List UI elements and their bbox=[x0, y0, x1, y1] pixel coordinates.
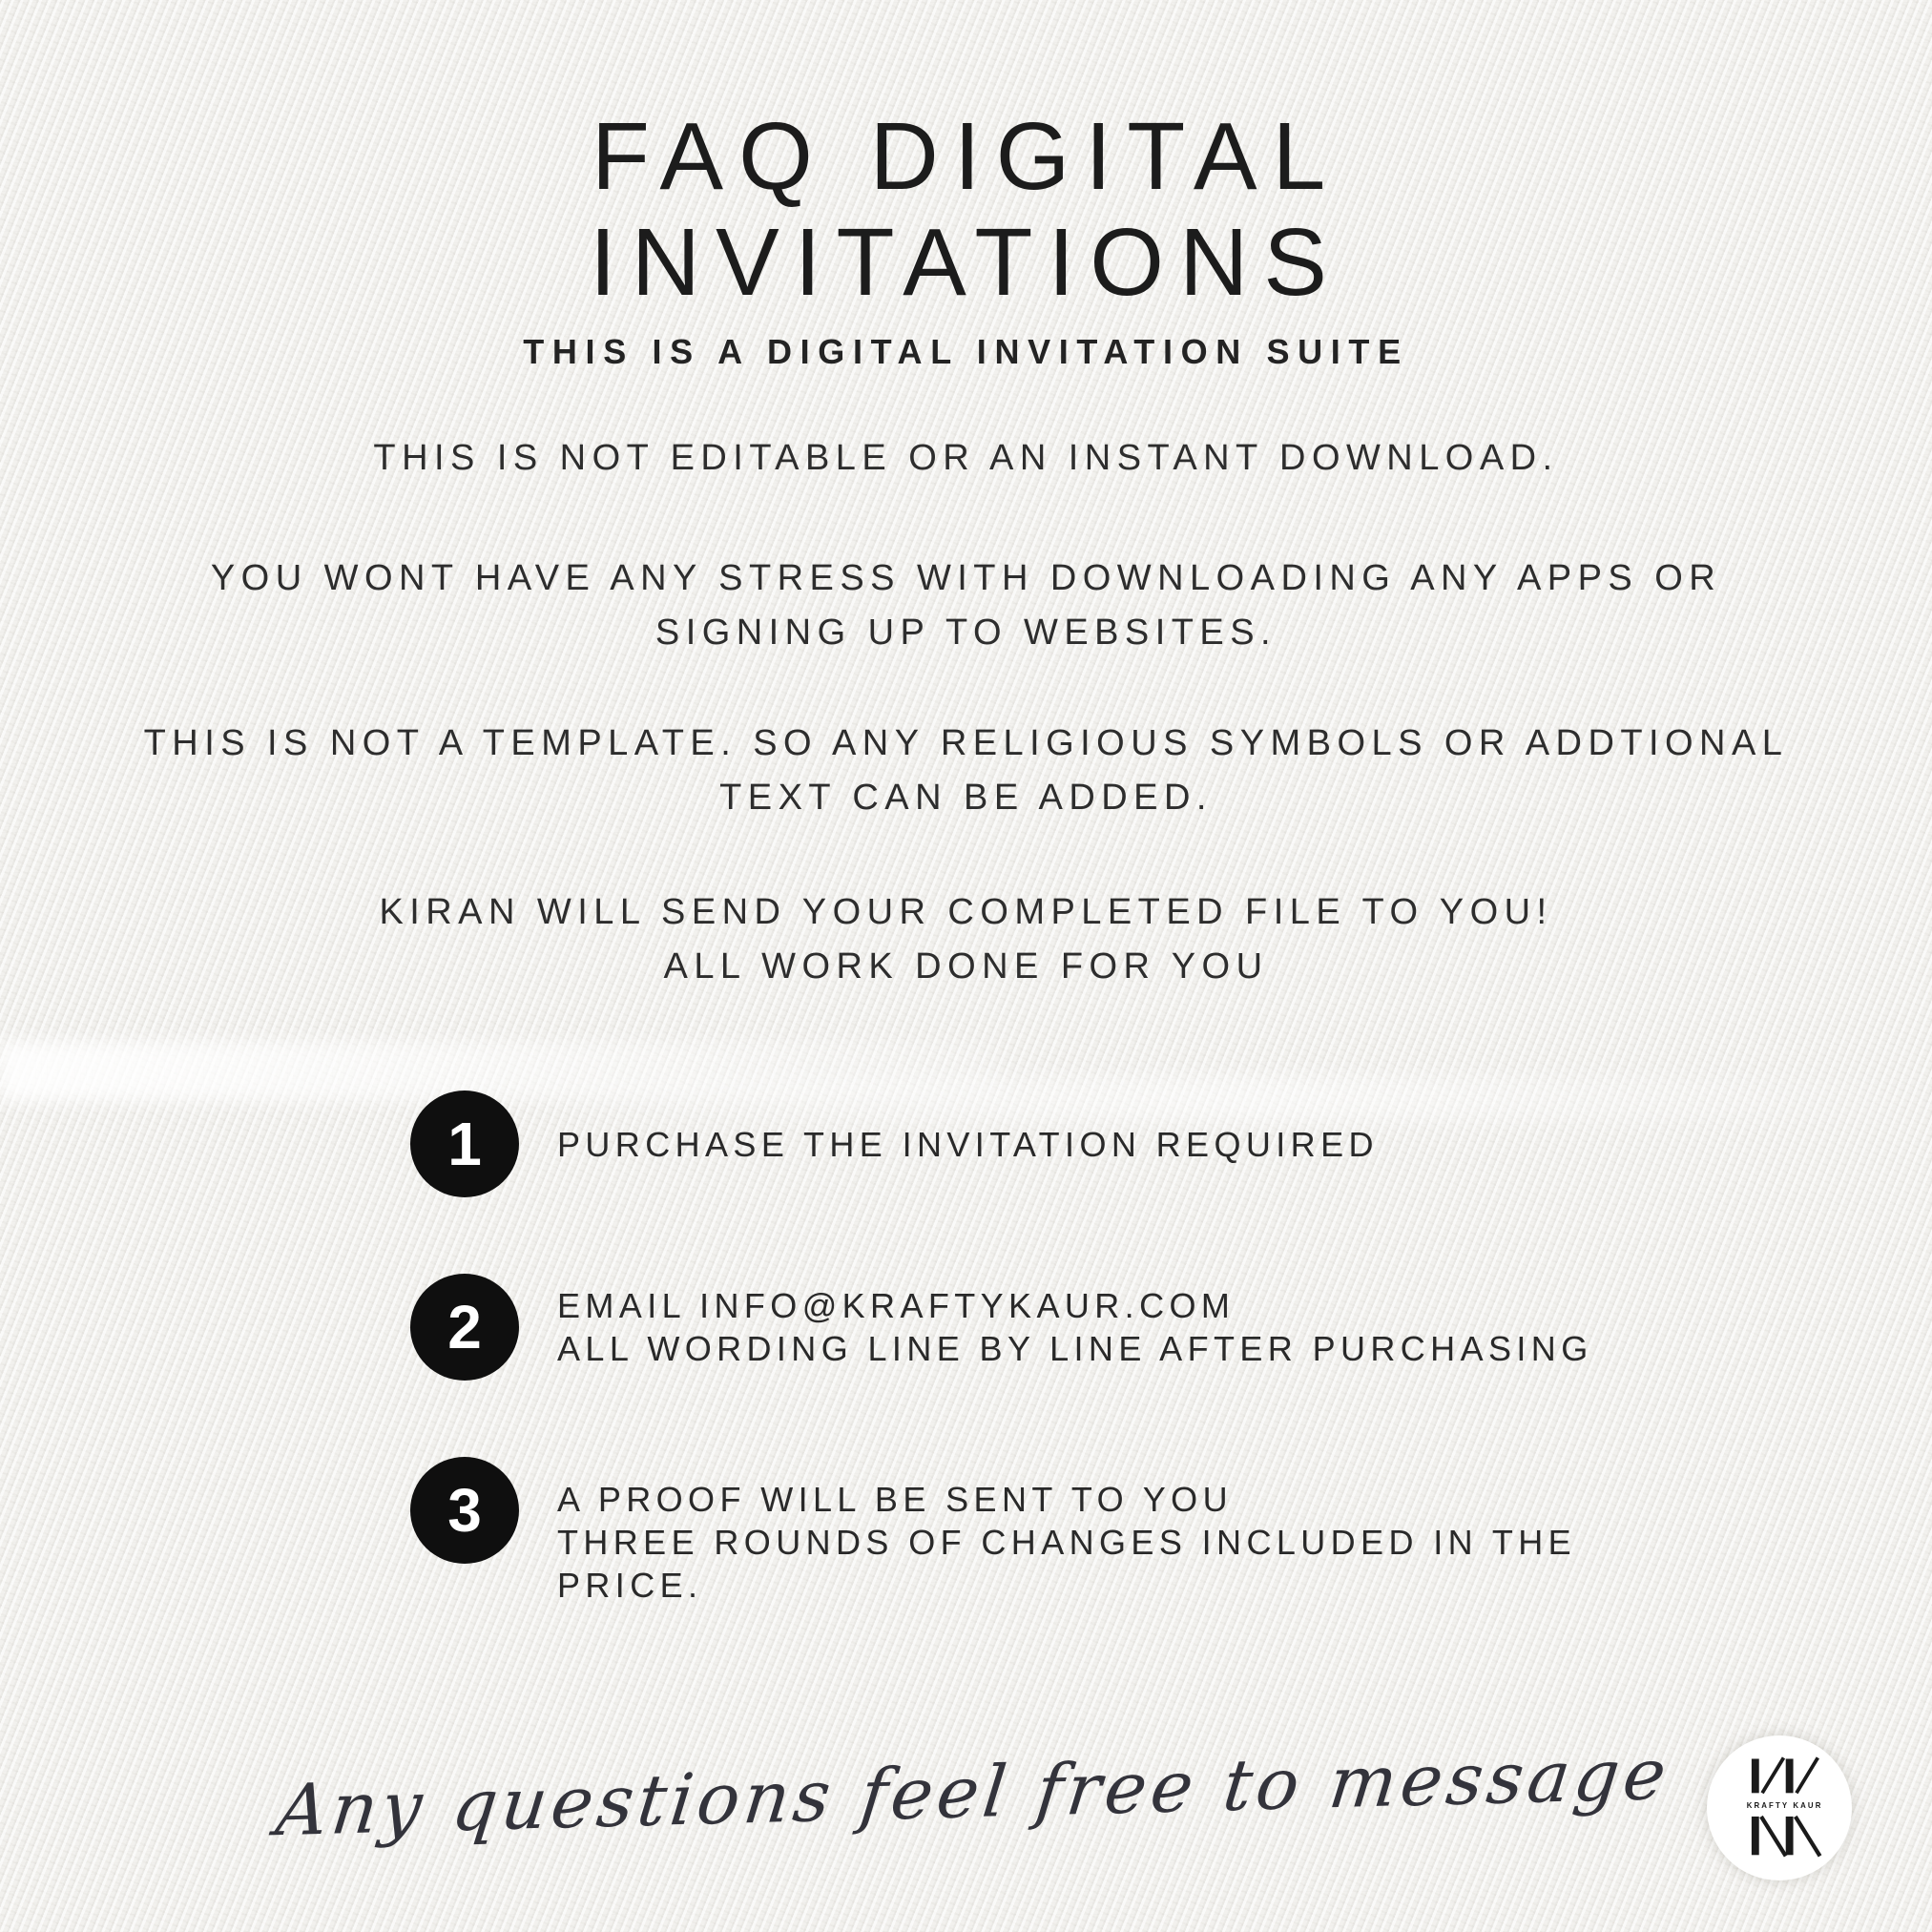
step-text-line: THREE ROUNDS OF CHANGES INCLUDED IN THE bbox=[557, 1523, 1577, 1562]
paragraph-line: ALL WORK DONE FOR YOU bbox=[663, 946, 1269, 987]
kk-monogram-icon bbox=[1723, 1755, 1836, 1861]
step-1-text bbox=[557, 1123, 1379, 1166]
paragraph-line: YOU WONT HAVE ANY STRESS WITH DOWNLOADING ANY APPS OR bbox=[210, 558, 1722, 598]
step-text-line: EMAIL INFO@KRAFTYKAUR.COM bbox=[557, 1286, 1236, 1325]
paragraph-line: SIGNING UP TO WEBSITES. bbox=[654, 613, 1278, 653]
page-title: FAQ DIGITAL INVITATIONS bbox=[590, 103, 1342, 316]
step-text-line: A PROOF WILL BE SENT TO YOU bbox=[557, 1480, 1233, 1519]
handwritten-note: Any questions feel free to message bbox=[272, 1733, 1674, 1853]
paragraph-kiran-sends-file bbox=[0, 885, 1932, 994]
paragraph-not-a-template bbox=[0, 717, 1932, 825]
step-text-line: ALL WORDING LINE BY LINE AFTER PURCHASING bbox=[557, 1329, 1593, 1368]
step-1-row bbox=[410, 1091, 1765, 1197]
krafty-kaur-logo bbox=[1707, 1735, 1852, 1880]
step-3-text bbox=[557, 1478, 1576, 1607]
paragraph-line: THIS IS NOT EDITABLE OR AN INSTANT DOWNLOAD. bbox=[373, 438, 1559, 478]
step-text-line: PRICE. bbox=[557, 1566, 703, 1605]
step-2-row bbox=[410, 1274, 1765, 1381]
step-2-number-badge: 2 bbox=[410, 1274, 519, 1381]
step-3-number-badge: 3 bbox=[410, 1457, 519, 1564]
steps-list bbox=[410, 1091, 1765, 1683]
page-subtitle: THIS IS A DIGITAL INVITATION SUITE bbox=[523, 332, 1409, 371]
step-3-row bbox=[410, 1457, 1765, 1607]
paragraph-line: THIS IS NOT A TEMPLATE. SO ANY RELIGIOUS SYMBOLS OR ADDTIONAL bbox=[143, 723, 1789, 763]
paragraph-line: KIRAN WILL SEND YOUR COMPLETED FILE TO YOU! bbox=[379, 892, 1553, 932]
step-1-number-badge: 1 bbox=[410, 1091, 519, 1197]
step-2-text bbox=[557, 1284, 1593, 1370]
paragraph-not-editable bbox=[0, 431, 1932, 486]
paragraph-line: TEXT CAN BE ADDED. bbox=[719, 778, 1213, 818]
logo-brand-name: KRAFTY KAUR bbox=[1746, 1801, 1823, 1810]
step-text-line: PURCHASE THE INVITATION REQUIRED bbox=[557, 1124, 1379, 1164]
paragraph-no-apps bbox=[0, 551, 1932, 660]
